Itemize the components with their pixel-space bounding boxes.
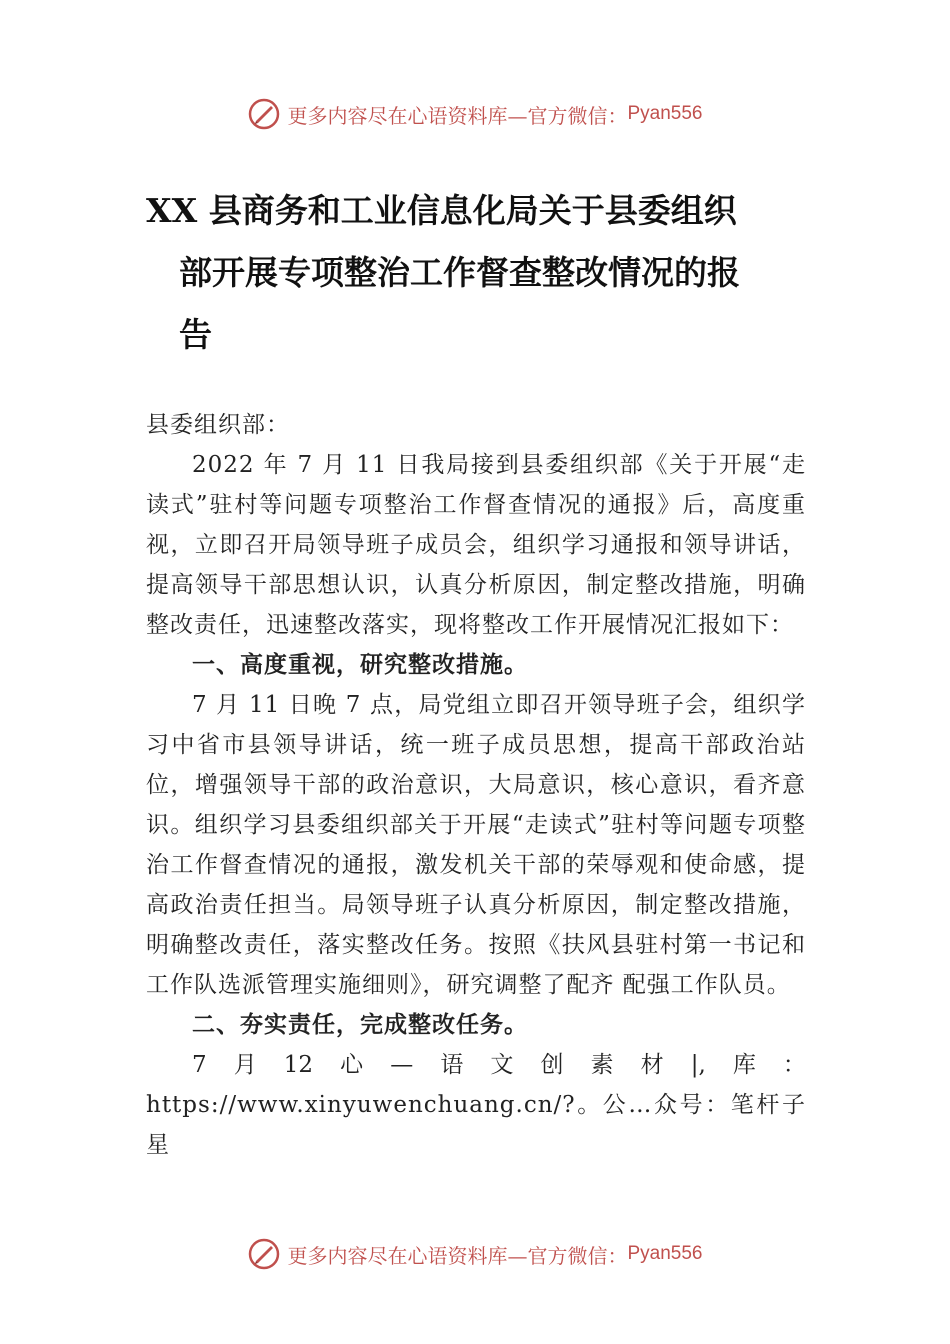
banner-text: 更多内容尽在心语资料库—官方微信： (287, 1243, 628, 1268)
banner-text: 更多内容尽在心语资料库—官方微信： (287, 103, 628, 128)
banner-wechat: Pyan556 (627, 1243, 703, 1264)
pen-seal-icon (247, 97, 281, 131)
document-body (146, 405, 806, 1165)
frag-token: 语 (440, 1052, 464, 1078)
title-line-3: 告 (179, 315, 212, 354)
frag-token: 心 (340, 1052, 364, 1078)
section-heading-2: 二、夯实责任，完成整改任务。 (192, 1012, 528, 1038)
frag-token: — (390, 1052, 414, 1078)
frag-token: 12 (283, 1052, 314, 1078)
footer-banner (0, 1234, 950, 1274)
frag-token: 创 (540, 1052, 564, 1078)
fragment-line-1 (146, 1045, 806, 1085)
frag-token: 材 (640, 1052, 664, 1078)
frag-token: 文 (490, 1052, 514, 1078)
frag-token: 库 (732, 1052, 756, 1078)
frag-token: |, (690, 1052, 706, 1078)
frag-token: 7 (192, 1052, 207, 1078)
title-line-1: XX 县商务和工业信息化局关于县委组织 (146, 191, 737, 230)
paragraph-2: 7 月 11 日晚 7 点，局党组立即召开领导班子会，组织学习中省市县领导讲话，统一班子成员思想，提高干部政治站位，增强领导干部的政治意识，大局意识，核心意识，看齐意识。组织学习县委组织部关于开展“走读式”驻村等问题专项整治工作督查情况的通报，激发机关干部的荣辱观和使命感，提高政治责任担当。局领导班子认真分析原因，制定整改措施，明确整改责任，落实整改任务。按照《扶风县驻村第一书记和工作队选派管理实施细则》，研究调整了配齐 配强工作队员。 (146, 692, 806, 998)
section-heading-1: 一、高度重视，研究整改措施。 (192, 652, 528, 678)
fragment-line-2: https://www.xinyuwenchuang.cn/?。公…众号：笔杆子星 (146, 1092, 806, 1158)
paragraph-1: 2022 年 7 月 11 日我局接到县委组织部《关于开展“走读式”驻村等问题专项整治工作督查情况的通报》后，高度重视，立即召开局领导班子成员会，组织学习通报和领导讲话，提高领导干部思想认识，认真分析原因，制定整改措施，明确整改责任，迅速整改落实，现将整改工作开展情况汇报如下： (146, 452, 806, 638)
frag-token: ： (782, 1052, 806, 1078)
frag-token: 素 (590, 1052, 614, 1078)
document-title (146, 180, 806, 366)
frag-token: 月 (233, 1052, 257, 1078)
title-line-2: 部开展专项整治工作督查整改情况的报 (179, 253, 740, 292)
banner-wechat: Pyan556 (627, 103, 703, 124)
header-banner (0, 94, 950, 134)
salutation: 县委组织部： (146, 412, 290, 438)
pen-seal-icon (247, 1237, 281, 1271)
